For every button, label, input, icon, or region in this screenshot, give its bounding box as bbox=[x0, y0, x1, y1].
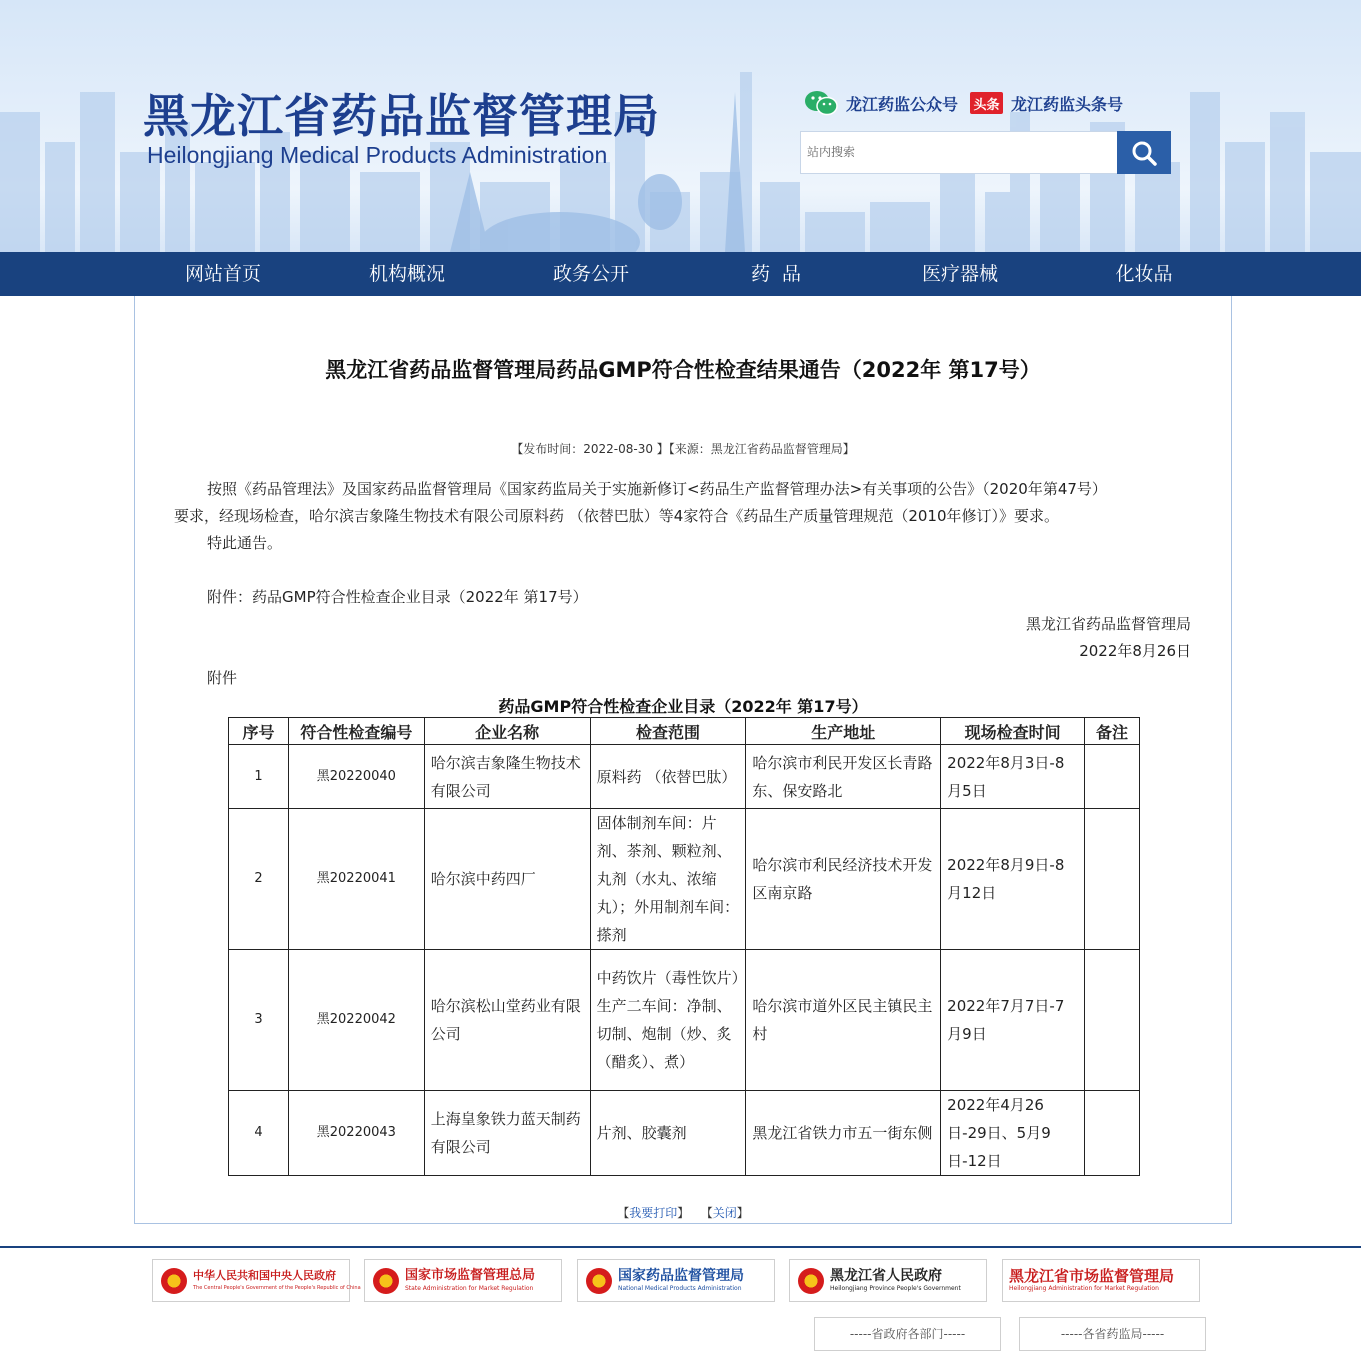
cell-company: 上海皇象铁力蓝天制药有限公司 bbox=[424, 1091, 590, 1176]
table-row bbox=[229, 809, 1140, 950]
cell-note bbox=[1085, 1091, 1140, 1176]
main-nav bbox=[0, 252, 1361, 296]
wechat-label[interactable]: 龙江药监公众号 bbox=[846, 94, 959, 114]
search-placeholder: 站内搜索 bbox=[807, 145, 856, 159]
cell-company: 哈尔滨中药四厂 bbox=[424, 809, 590, 950]
footer-link-heilongjiang-samr[interactable] bbox=[1002, 1259, 1200, 1302]
toutiao-label[interactable]: 龙江药监头条号 bbox=[1011, 94, 1124, 114]
cell-no: 3 bbox=[229, 950, 289, 1091]
col-header-note: 备注 bbox=[1085, 718, 1140, 745]
col-header-no: 序号 bbox=[229, 718, 289, 745]
cell-time: 2022年8月3日-8月5日 bbox=[941, 745, 1085, 809]
footer-link-sublabel: State Administration for Market Regulation bbox=[405, 1285, 534, 1292]
article-container bbox=[134, 296, 1232, 1224]
footer-link-label: 中华人民共和国中央人民政府 bbox=[193, 1269, 336, 1282]
cell-address: 哈尔滨市道外区民主镇民主村 bbox=[746, 950, 941, 1091]
article-paragraph-line-2: 要求，经现场检查，哈尔滨吉象隆生物技术有限公司原料药 （依替巴肽）等4家符合《药品生产质量管理规范（2010年修订）》要求。 bbox=[174, 507, 1059, 525]
footer-link-sublabel: Heilongjiang Province People's Government bbox=[830, 1285, 961, 1292]
col-header-code: 符合性检查编号 bbox=[288, 718, 424, 745]
article-title: 黑龙江省药品监督管理局药品GMP符合性检查结果通告（2022年 第17号） bbox=[325, 358, 1041, 382]
national-emblem-icon bbox=[798, 1268, 824, 1294]
national-emblem-icon bbox=[586, 1268, 612, 1294]
cell-address: 哈尔滨市利民经济技术开发区南京路 bbox=[746, 809, 941, 950]
cell-time: 2022年4月26日-29日、5月9日-12日 bbox=[941, 1091, 1085, 1176]
nav-item-home[interactable]: 网站首页 bbox=[184, 263, 262, 285]
cell-note bbox=[1085, 745, 1140, 809]
article-actions: 【我要打印】 【关闭】 bbox=[617, 1206, 749, 1220]
site-logo-cn[interactable]: 黑龙江省药品监督管理局 bbox=[143, 89, 660, 143]
cell-no: 4 bbox=[229, 1091, 289, 1176]
footer-link-nmpa[interactable] bbox=[577, 1259, 775, 1302]
social-links bbox=[804, 88, 1123, 118]
cell-company: 哈尔滨松山堂药业有限公司 bbox=[424, 950, 590, 1091]
footer-link-label: 黑龙江省人民政府 bbox=[830, 1268, 942, 1284]
nav-item-cosmetics[interactable]: 化妆品 bbox=[1115, 263, 1173, 285]
cell-code: 黑20220042 bbox=[288, 950, 424, 1091]
table-row bbox=[229, 950, 1140, 1091]
cell-scope: 中药饮片（毒性饮片）生产二车间：净制、切制、炮制（炒、炙（醋炙）、煮） bbox=[590, 950, 746, 1091]
search-input[interactable] bbox=[800, 131, 1118, 174]
nav-item-government-affairs[interactable]: 政务公开 bbox=[552, 263, 630, 285]
gmp-table bbox=[228, 717, 1140, 1176]
dropdown-provincial-drug-administrations[interactable]: -----各省药监局----- bbox=[1019, 1317, 1206, 1351]
footer-link-sublabel: Heilongjiang Administration for Market Regulation bbox=[1009, 1285, 1159, 1292]
cell-note bbox=[1085, 809, 1140, 950]
footer-link-sublabel: National Medical Products Administration bbox=[618, 1285, 742, 1292]
nav-item-medical-devices[interactable]: 医疗器械 bbox=[921, 263, 999, 285]
col-header-time: 现场检查时间 bbox=[941, 718, 1085, 745]
cell-address: 黑龙江省铁力市五一街东侧 bbox=[746, 1091, 941, 1176]
search-icon bbox=[1131, 140, 1157, 166]
footer-link-label: 国家市场监督管理总局 bbox=[405, 1268, 536, 1283]
cell-address: 哈尔滨市利民开发区长青路东、保安路北 bbox=[746, 745, 941, 809]
footer-divider bbox=[0, 1246, 1361, 1248]
cell-note bbox=[1085, 950, 1140, 1091]
toutiao-icon[interactable]: 头条 bbox=[970, 92, 1003, 114]
col-header-address: 生产地址 bbox=[746, 718, 941, 745]
article-closing: 特此通告。 bbox=[207, 534, 283, 552]
col-header-company: 企业名称 bbox=[424, 718, 590, 745]
table-row bbox=[229, 1091, 1140, 1176]
table-row bbox=[229, 745, 1140, 809]
print-link[interactable]: 我要打印 bbox=[629, 1206, 678, 1220]
dropdown-provincial-departments[interactable]: -----省政府各部门----- bbox=[814, 1317, 1001, 1351]
wechat-icon[interactable] bbox=[804, 89, 838, 117]
signature-org: 黑龙江省药品监督管理局 bbox=[1025, 615, 1191, 633]
nav-item-about[interactable]: 机构概况 bbox=[368, 263, 446, 285]
footer-link-samr[interactable] bbox=[364, 1259, 562, 1302]
national-emblem-icon bbox=[373, 1268, 399, 1294]
cell-company: 哈尔滨吉象隆生物技术有限公司 bbox=[424, 745, 590, 809]
cell-code: 黑20220041 bbox=[288, 809, 424, 950]
col-header-scope: 检查范围 bbox=[590, 718, 746, 745]
article-paragraph-line-1: 按照《药品管理法》及国家药品监督管理局《国家药监局关于实施新修订<药品生产监督管理办法>有关事项的公告》（2020年第47号） bbox=[207, 480, 1107, 498]
cell-time: 2022年7月7日-7月9日 bbox=[941, 950, 1085, 1091]
table-title: 药品GMP符合性检查企业目录（2022年 第17号） bbox=[498, 697, 868, 716]
cell-code: 黑20220040 bbox=[288, 745, 424, 809]
cell-scope: 片剂、胶囊剂 bbox=[590, 1091, 746, 1176]
footer-link-heilongjiang-government[interactable] bbox=[789, 1259, 987, 1302]
site-logo-en[interactable]: Heilongjiang Medical Products Administration bbox=[147, 142, 608, 168]
footer-link-label: 国家药品监督管理局 bbox=[618, 1268, 744, 1284]
attachment-label: 附件 bbox=[207, 669, 238, 687]
signature-date: 2022年8月26日 bbox=[1079, 642, 1191, 660]
footer-link-sublabel: The Central People's Government of the People's Republic of China bbox=[193, 1285, 361, 1291]
cell-code: 黑20220043 bbox=[288, 1091, 424, 1176]
cell-scope: 固体制剂车间：片剂、茶剂、颗粒剂、丸剂（水丸、浓缩丸）；外用制剂车间：搽剂 bbox=[590, 809, 746, 950]
table-header-row bbox=[229, 718, 1140, 745]
footer-link-label: 黑龙江省市场监督管理局 bbox=[1009, 1267, 1175, 1285]
cell-no: 1 bbox=[229, 745, 289, 809]
cell-scope: 原料药 （依替巴肽） bbox=[590, 745, 746, 809]
nav-item-drugs[interactable]: 药 品 bbox=[750, 263, 802, 285]
national-emblem-icon bbox=[161, 1268, 187, 1294]
article-meta: 【发布时间：2022-08-30 】【来源：黑龙江省药品监督管理局】 bbox=[511, 442, 855, 456]
search-button[interactable] bbox=[1117, 131, 1171, 174]
attachment-line: 附件：药品GMP符合性检查企业目录（2022年 第17号） bbox=[207, 588, 588, 606]
cell-time: 2022年8月9日-8月12日 bbox=[941, 809, 1085, 950]
site-header bbox=[0, 0, 1361, 252]
cell-no: 2 bbox=[229, 809, 289, 950]
footer-link-central-government[interactable] bbox=[152, 1259, 361, 1302]
close-link[interactable]: 关闭 bbox=[712, 1206, 737, 1220]
